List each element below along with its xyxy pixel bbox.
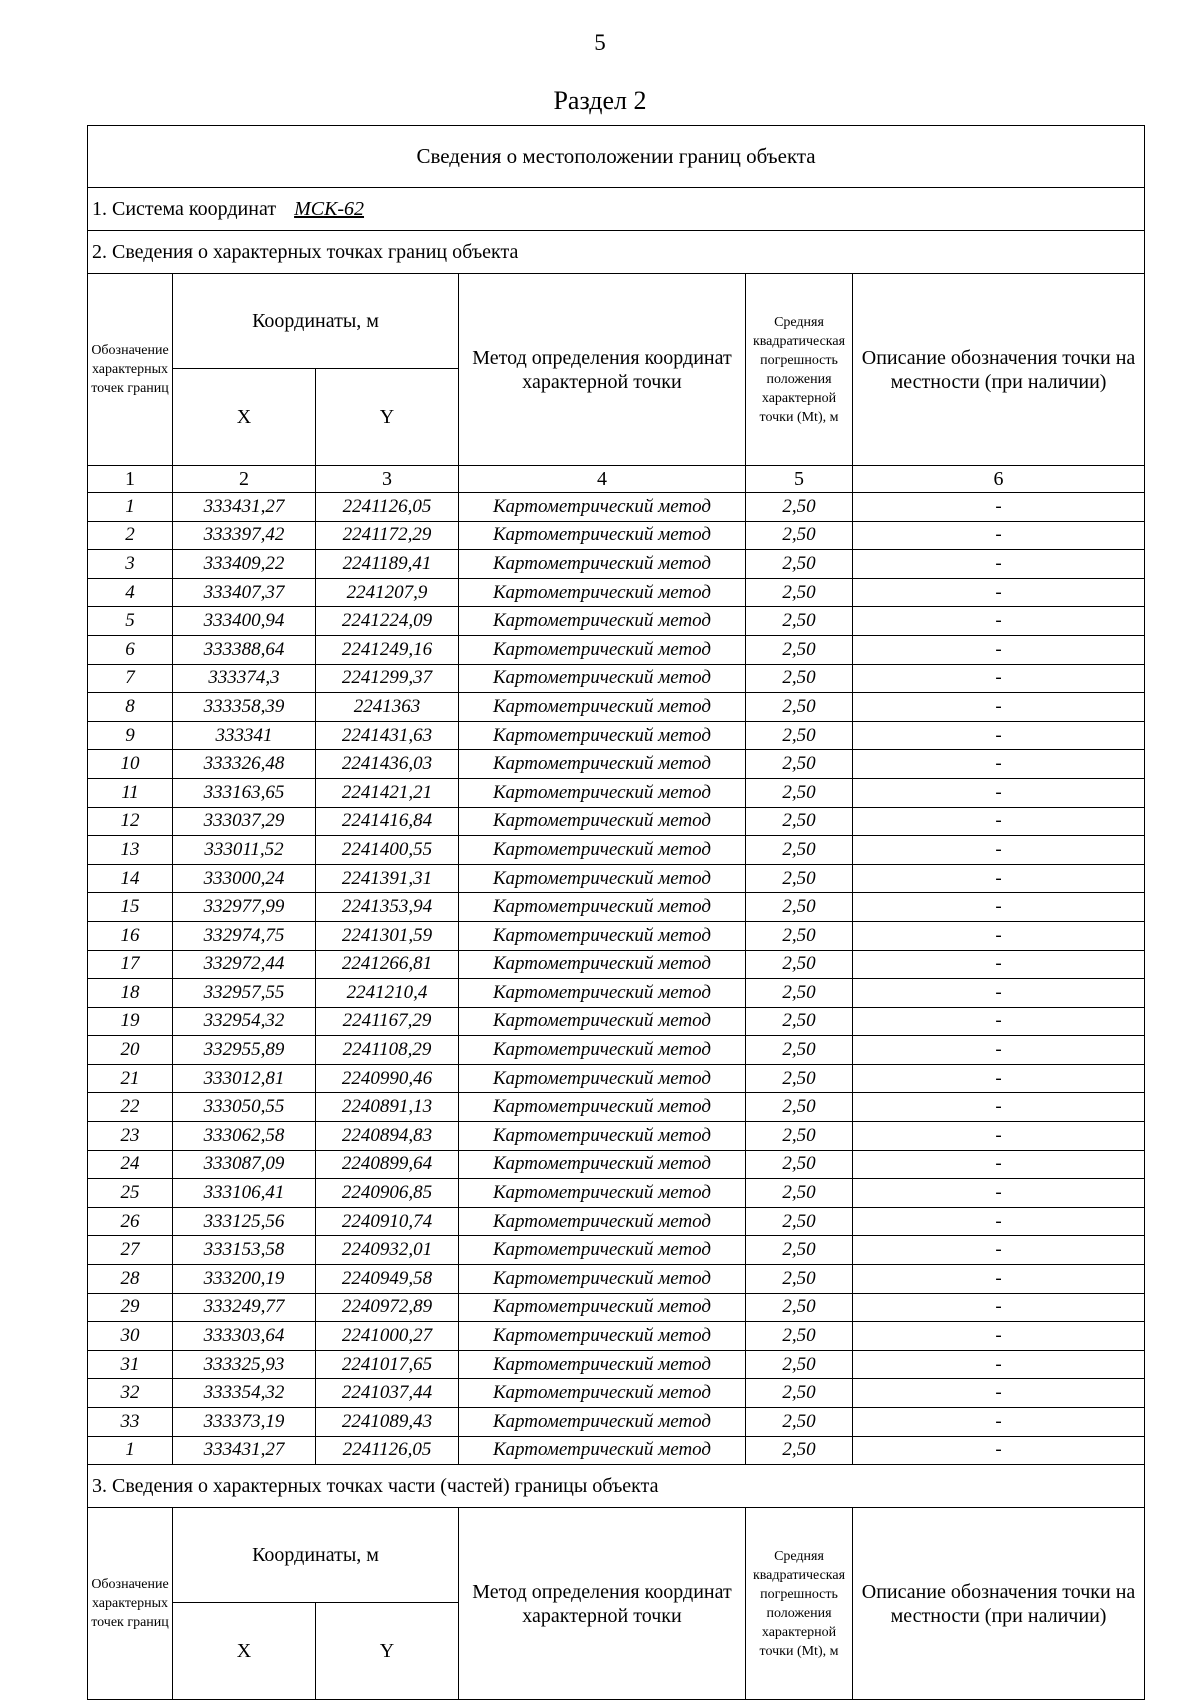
method: Картометрический метод [459,1122,746,1151]
table-row [88,979,1145,1008]
table-row [88,578,1145,607]
rmse-value: 2,50 [746,1379,853,1408]
point-number: 8 [88,693,173,722]
coord-x: 333249,77 [173,1293,316,1322]
rmse-value: 2,50 [746,1236,853,1265]
coord-y: 2241416,84 [316,807,459,836]
column-number: 4 [459,466,746,493]
point-number: 5 [88,607,173,636]
rmse-value: 2,50 [746,778,853,807]
coord-y: 2241207,9 [316,578,459,607]
rmse-value: 2,50 [746,1150,853,1179]
description: - [853,807,1145,836]
method: Картометрический метод [459,1265,746,1294]
table-row [88,1408,1145,1437]
column-number: 6 [853,466,1145,493]
coord-x: 332954,32 [173,1007,316,1036]
method: Картометрический метод [459,1093,746,1122]
description: - [853,1350,1145,1379]
coord-y: 2240899,64 [316,1150,459,1179]
coord-system-label: 1. Система координат [92,197,277,220]
coord-x: 333388,64 [173,635,316,664]
point-number: 22 [88,1093,173,1122]
point-number: 9 [88,721,173,750]
rmse-value: 2,50 [746,921,853,950]
coord-x: 332955,89 [173,1036,316,1065]
coord-y: 2241421,21 [316,778,459,807]
method: Картометрический метод [459,893,746,922]
table-row [88,1293,1145,1322]
point-number: 25 [88,1179,173,1208]
document-frame [87,125,1144,1662]
rmse-value: 2,50 [746,1179,853,1208]
method: Картометрический метод [459,836,746,865]
coord-x: 333303,64 [173,1322,316,1351]
coord-x: 332974,75 [173,921,316,950]
description: - [853,836,1145,865]
method: Картометрический метод [459,864,746,893]
coord-x: 333000,24 [173,864,316,893]
coord-y: 2240932,01 [316,1236,459,1265]
rmse-value: 2,50 [746,750,853,779]
header-point-designation: Обозначение характерных точек границ [88,274,173,466]
point-number: 20 [88,1036,173,1065]
description: - [853,1122,1145,1151]
method: Картометрический метод [459,1236,746,1265]
table-row [88,921,1145,950]
coord-x: 333087,09 [173,1150,316,1179]
coord-x: 333325,93 [173,1350,316,1379]
rmse-value: 2,50 [746,893,853,922]
rmse-value: 2,50 [746,950,853,979]
description: - [853,1322,1145,1351]
point-number: 11 [88,778,173,807]
method: Картометрический метод [459,1408,746,1437]
method: Картометрический метод [459,1064,746,1093]
coord-y: 2241436,03 [316,750,459,779]
header-y-2: Y [316,1603,459,1700]
rmse-value: 2,50 [746,1207,853,1236]
table-row [88,1036,1145,1065]
header-y: Y [316,369,459,466]
table-row [88,664,1145,693]
rmse-value: 2,50 [746,493,853,522]
description: - [853,750,1145,779]
table-row [88,607,1145,636]
coord-y: 2241167,29 [316,1007,459,1036]
point-number: 18 [88,979,173,1008]
point-number: 16 [88,921,173,950]
coord-y: 2241189,41 [316,550,459,579]
coord-x: 333153,58 [173,1236,316,1265]
rmse-value: 2,50 [746,836,853,865]
coord-x: 332957,55 [173,979,316,1008]
table-row [88,1207,1145,1236]
description: - [853,1093,1145,1122]
rmse-value: 2,50 [746,664,853,693]
rmse-value: 2,50 [746,1350,853,1379]
description: - [853,578,1145,607]
coord-y: 2241108,29 [316,1036,459,1065]
coord-y: 2240910,74 [316,1207,459,1236]
coord-x: 333200,19 [173,1265,316,1294]
table-row [88,1007,1145,1036]
method: Картометрический метод [459,979,746,1008]
table-row [88,1122,1145,1151]
point-number: 29 [88,1293,173,1322]
description: - [853,921,1145,950]
table-row [88,807,1145,836]
table-row [88,950,1145,979]
point-number: 4 [88,578,173,607]
boundary-table [87,125,1145,1700]
method: Картометрический метод [459,1379,746,1408]
rmse-value: 2,50 [746,864,853,893]
description: - [853,607,1145,636]
rmse-value: 2,50 [746,1436,853,1465]
table-row [88,836,1145,865]
point-number: 15 [88,893,173,922]
coord-system-value: МСК-62 [294,197,365,220]
point-number: 1 [88,1436,173,1465]
description: - [853,1293,1145,1322]
point-number: 2 [88,521,173,550]
table-row [88,1350,1145,1379]
column-number: 2 [173,466,316,493]
description: - [853,521,1145,550]
rmse-value: 2,50 [746,1322,853,1351]
table-row [88,521,1145,550]
point-number: 31 [88,1350,173,1379]
table-row [88,635,1145,664]
rmse-value: 2,50 [746,1093,853,1122]
column-number: 3 [316,466,459,493]
coord-y: 2241037,44 [316,1379,459,1408]
coord-x: 333431,27 [173,1436,316,1465]
method: Картометрический метод [459,1436,746,1465]
coord-x: 333050,55 [173,1093,316,1122]
coord-y: 2241126,05 [316,1436,459,1465]
method: Картометрический метод [459,635,746,664]
coord-y: 2241299,37 [316,664,459,693]
method: Картометрический метод [459,550,746,579]
method: Картометрический метод [459,1293,746,1322]
coord-x: 333011,52 [173,836,316,865]
coord-y: 2241249,16 [316,635,459,664]
header-rmse: Средняя квадратическая погрешность положения характерной точки (Mt), м [746,274,853,466]
description: - [853,1007,1145,1036]
coord-x: 333326,48 [173,750,316,779]
coord-y: 2241391,31 [316,864,459,893]
table-row [88,893,1145,922]
description: - [853,1436,1145,1465]
point-number: 6 [88,635,173,664]
header-description-2: Описание обозначения точки на местности (при наличии) [853,1508,1145,1700]
coord-y: 2241363 [316,693,459,722]
description: - [853,893,1145,922]
header-method: Метод определения координат характерной точки [459,274,746,466]
description: - [853,1236,1145,1265]
column-number: 5 [746,466,853,493]
table-row [88,1093,1145,1122]
table-row [88,864,1145,893]
point-number: 3 [88,550,173,579]
table-row [88,721,1145,750]
method: Картометрический метод [459,664,746,693]
description: - [853,979,1145,1008]
coord-x: 333106,41 [173,1179,316,1208]
description: - [853,1179,1145,1208]
rmse-value: 2,50 [746,635,853,664]
method: Картометрический метод [459,1007,746,1036]
coord-y: 2241400,55 [316,836,459,865]
coord-y: 2240990,46 [316,1064,459,1093]
header-rmse-2: Средняя квадратическая погрешность положения характерной точки (Mt), м [746,1508,853,1700]
point-number: 7 [88,664,173,693]
coord-x: 332972,44 [173,950,316,979]
header-method-2: Метод определения координат характерной точки [459,1508,746,1700]
description: - [853,864,1145,893]
description: - [853,1036,1145,1065]
header-description: Описание обозначения точки на местности (при наличии) [853,274,1145,466]
header-coordinates-2: Координаты, м [173,1508,459,1603]
description: - [853,693,1145,722]
coord-x: 333373,19 [173,1408,316,1437]
description: - [853,721,1145,750]
coord-y: 2241000,27 [316,1322,459,1351]
point-number: 33 [88,1408,173,1437]
description: - [853,1150,1145,1179]
table-row [88,1436,1145,1465]
method: Картометрический метод [459,693,746,722]
description: - [853,493,1145,522]
point-number: 10 [88,750,173,779]
method: Картометрический метод [459,950,746,979]
coord-x: 333012,81 [173,1064,316,1093]
rmse-value: 2,50 [746,1293,853,1322]
table-row [88,778,1145,807]
method: Картометрический метод [459,521,746,550]
point-number: 30 [88,1322,173,1351]
rmse-value: 2,50 [746,521,853,550]
coord-y: 2241301,59 [316,921,459,950]
coord-y: 2241089,43 [316,1408,459,1437]
coord-y: 2240949,58 [316,1265,459,1294]
rmse-value: 2,50 [746,1265,853,1294]
column-numbers-row [88,466,1145,493]
coord-y: 2241266,81 [316,950,459,979]
point-number: 17 [88,950,173,979]
rmse-value: 2,50 [746,721,853,750]
method: Картометрический метод [459,778,746,807]
header-x: X [173,369,316,466]
coord-system-row [88,188,1145,231]
coord-x: 333125,56 [173,1207,316,1236]
table-row [88,1150,1145,1179]
method: Картометрический метод [459,921,746,950]
description: - [853,1207,1145,1236]
coord-x: 333407,37 [173,578,316,607]
table-row [88,1265,1145,1294]
point-number: 26 [88,1207,173,1236]
coord-x: 333062,58 [173,1122,316,1151]
rmse-value: 2,50 [746,607,853,636]
point-number: 13 [88,836,173,865]
table-row [88,1322,1145,1351]
coord-y: 2241172,29 [316,521,459,550]
method: Картометрический метод [459,750,746,779]
method: Картометрический метод [459,1350,746,1379]
coord-y: 2241224,09 [316,607,459,636]
point-number: 27 [88,1236,173,1265]
header-coordinates: Координаты, м [173,274,459,369]
coord-y: 2241353,94 [316,893,459,922]
point-number: 12 [88,807,173,836]
coord-x: 333037,29 [173,807,316,836]
description: - [853,1408,1145,1437]
table-row [88,1064,1145,1093]
point-number: 28 [88,1265,173,1294]
coord-y: 2241431,63 [316,721,459,750]
description: - [853,778,1145,807]
table-row [88,1236,1145,1265]
table-row [88,1179,1145,1208]
description: - [853,1265,1145,1294]
coord-x: 333400,94 [173,607,316,636]
point-number: 19 [88,1007,173,1036]
header-point-designation-2: Обозначение характерных точек границ [88,1508,173,1700]
description: - [853,550,1145,579]
description: - [853,664,1145,693]
table-row [88,693,1145,722]
method: Картометрический метод [459,578,746,607]
table-title: Сведения о местоположении границ объекта [88,126,1145,188]
column-number: 1 [88,466,173,493]
method: Картометрический метод [459,1150,746,1179]
coord-x: 333409,22 [173,550,316,579]
description: - [853,1379,1145,1408]
point-number: 21 [88,1064,173,1093]
coord-x: 333397,42 [173,521,316,550]
method: Картометрический метод [459,493,746,522]
coord-x: 332977,99 [173,893,316,922]
table-row [88,493,1145,522]
header-x-2: X [173,1603,316,1700]
rmse-value: 2,50 [746,1064,853,1093]
method: Картометрический метод [459,721,746,750]
coord-y: 2240894,83 [316,1122,459,1151]
point-number: 24 [88,1150,173,1179]
coord-x: 333341 [173,721,316,750]
table-row [88,1379,1145,1408]
description: - [853,1064,1145,1093]
rmse-value: 2,50 [746,1408,853,1437]
points-section-title: 2. Сведения о характерных точках границ объекта [88,231,1145,274]
coord-y: 2241126,05 [316,493,459,522]
method: Картометрический метод [459,1322,746,1351]
coord-x: 333431,27 [173,493,316,522]
page-number: 5 [594,30,606,55]
point-number: 1 [88,493,173,522]
coord-x: 333358,39 [173,693,316,722]
rmse-value: 2,50 [746,1007,853,1036]
method: Картометрический метод [459,1207,746,1236]
rmse-value: 2,50 [746,979,853,1008]
method: Картометрический метод [459,1179,746,1208]
coord-y: 2241210,4 [316,979,459,1008]
coord-y: 2240891,13 [316,1093,459,1122]
coord-y: 2240972,89 [316,1293,459,1322]
method: Картометрический метод [459,807,746,836]
rmse-value: 2,50 [746,1122,853,1151]
rmse-value: 2,50 [746,578,853,607]
section-title: Раздел 2 [553,86,647,115]
coord-x: 333163,65 [173,778,316,807]
coord-x: 333374,3 [173,664,316,693]
coord-x: 333354,32 [173,1379,316,1408]
coord-y: 2240906,85 [316,1179,459,1208]
table-row [88,550,1145,579]
description: - [853,950,1145,979]
point-number: 32 [88,1379,173,1408]
point-number: 23 [88,1122,173,1151]
coord-y: 2241017,65 [316,1350,459,1379]
parts-section-title: 3. Сведения о характерных точках части (частей) границы объекта [88,1465,1145,1508]
rmse-value: 2,50 [746,693,853,722]
table-row [88,750,1145,779]
method: Картометрический метод [459,607,746,636]
method: Картометрический метод [459,1036,746,1065]
rmse-value: 2,50 [746,1036,853,1065]
description: - [853,635,1145,664]
point-number: 14 [88,864,173,893]
rmse-value: 2,50 [746,807,853,836]
rmse-value: 2,50 [746,550,853,579]
